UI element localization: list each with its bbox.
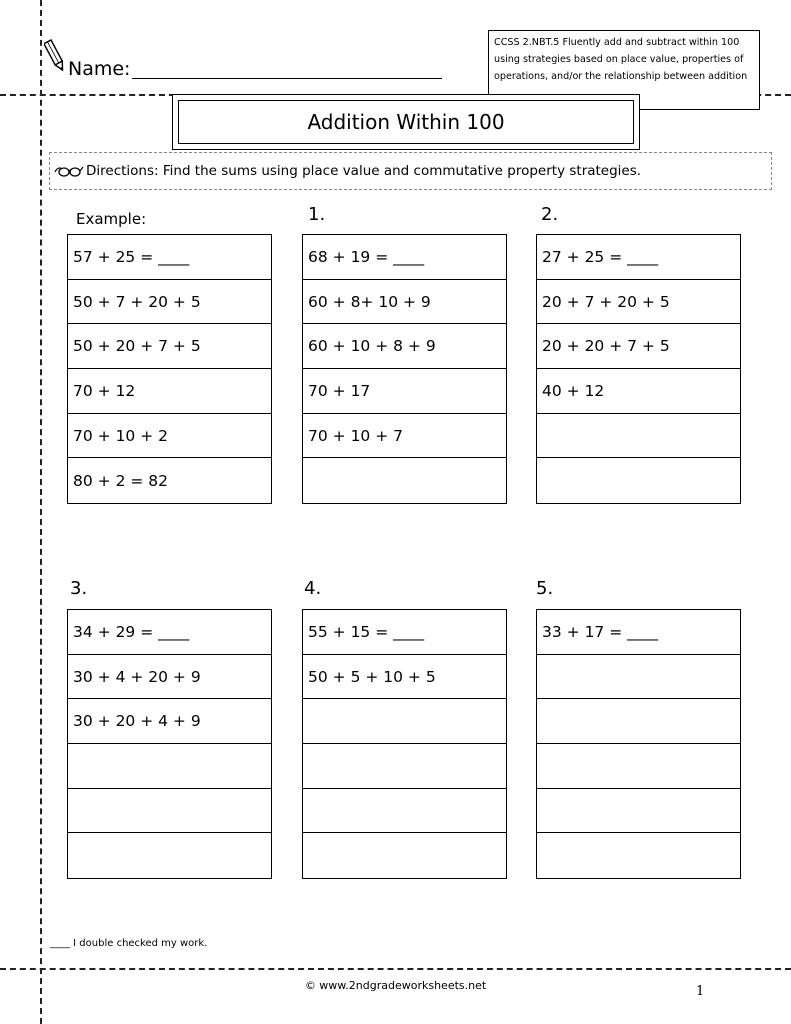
cell: 27 + 25 = ____ xyxy=(537,235,740,280)
margin-line-vertical xyxy=(40,0,42,1024)
cell[interactable] xyxy=(537,744,740,789)
title-box xyxy=(172,94,640,150)
directions-box xyxy=(49,152,772,190)
cell[interactable]: 40 + 12 xyxy=(537,369,740,414)
page-title: Addition Within 100 xyxy=(178,100,634,144)
cell[interactable]: 20 + 20 + 7 + 5 xyxy=(537,324,740,369)
cell: 33 + 17 = ____ xyxy=(537,610,740,655)
cell: 50 + 20 + 7 + 5 xyxy=(68,324,271,369)
cell: 55 + 15 = ____ xyxy=(303,610,506,655)
cell[interactable]: 70 + 17 xyxy=(303,369,506,414)
cell: 70 + 12 xyxy=(68,369,271,414)
problem-box-4 xyxy=(302,609,507,879)
cell: 34 + 29 = ____ xyxy=(68,610,271,655)
double-check-line[interactable]: ____ I double checked my work. xyxy=(50,938,208,949)
problem-label-3: 3. xyxy=(70,578,88,599)
cell[interactable] xyxy=(303,699,506,744)
answer-cell[interactable] xyxy=(537,458,740,503)
answer-cell[interactable] xyxy=(537,833,740,878)
problem-label-4: 4. xyxy=(304,578,322,599)
cell[interactable]: 30 + 4 + 20 + 9 xyxy=(68,655,271,700)
problem-box-5 xyxy=(536,609,741,879)
page-number: 1 xyxy=(696,984,705,999)
answer-cell[interactable] xyxy=(303,458,506,503)
problem-label-5: 5. xyxy=(536,578,554,599)
cell: 57 + 25 = ____ xyxy=(68,235,271,280)
cell[interactable] xyxy=(303,789,506,834)
problem-label-1: 1. xyxy=(308,204,326,225)
cell[interactable] xyxy=(537,414,740,459)
cell: 80 + 2 = 82 xyxy=(73,471,168,490)
cell: 68 + 19 = ____ xyxy=(303,235,506,280)
problem-box-2 xyxy=(536,234,741,504)
answer-cell[interactable] xyxy=(303,833,506,878)
glasses-icon xyxy=(54,163,84,179)
problem-box-3 xyxy=(67,609,272,879)
cell[interactable]: 60 + 10 + 8 + 9 xyxy=(303,324,506,369)
cell[interactable]: 60 + 8+ 10 + 9 xyxy=(303,280,506,325)
cell[interactable] xyxy=(303,744,506,789)
problem-box-1 xyxy=(302,234,507,504)
cell[interactable] xyxy=(537,699,740,744)
cell[interactable] xyxy=(537,655,740,700)
cell[interactable] xyxy=(68,789,271,834)
cell[interactable]: 20 + 7 + 20 + 5 xyxy=(537,280,740,325)
answer-cell[interactable] xyxy=(68,833,271,878)
directions-text: Directions: Find the sums using place value and commutative property strategies. xyxy=(86,163,642,179)
problem-box-example xyxy=(67,234,272,504)
cell[interactable]: 30 + 20 + 4 + 9 xyxy=(68,699,271,744)
pencil-icon xyxy=(44,38,66,74)
cell: 70 + 10 + 2 xyxy=(68,414,271,459)
cell[interactable] xyxy=(537,789,740,834)
cell[interactable]: 70 + 10 + 7 xyxy=(303,414,506,459)
name-label: Name: xyxy=(68,58,131,80)
cell[interactable] xyxy=(68,744,271,789)
copyright-text: © www.2ndgradeworksheets.net xyxy=(304,979,487,992)
divider-line-bottom xyxy=(0,968,791,970)
name-field[interactable] xyxy=(132,78,442,79)
problem-label-example: Example: xyxy=(76,210,147,228)
cell: 50 + 7 + 20 + 5 xyxy=(68,280,271,325)
cell[interactable]: 50 + 5 + 10 + 5 xyxy=(303,655,506,700)
problem-label-2: 2. xyxy=(541,204,559,225)
standard-box: CCSS 2.NBT.5 Fluently add and subtract within 100 using strategies based on place value, properties of operations, and/or the relationship between addition xyxy=(488,30,760,110)
